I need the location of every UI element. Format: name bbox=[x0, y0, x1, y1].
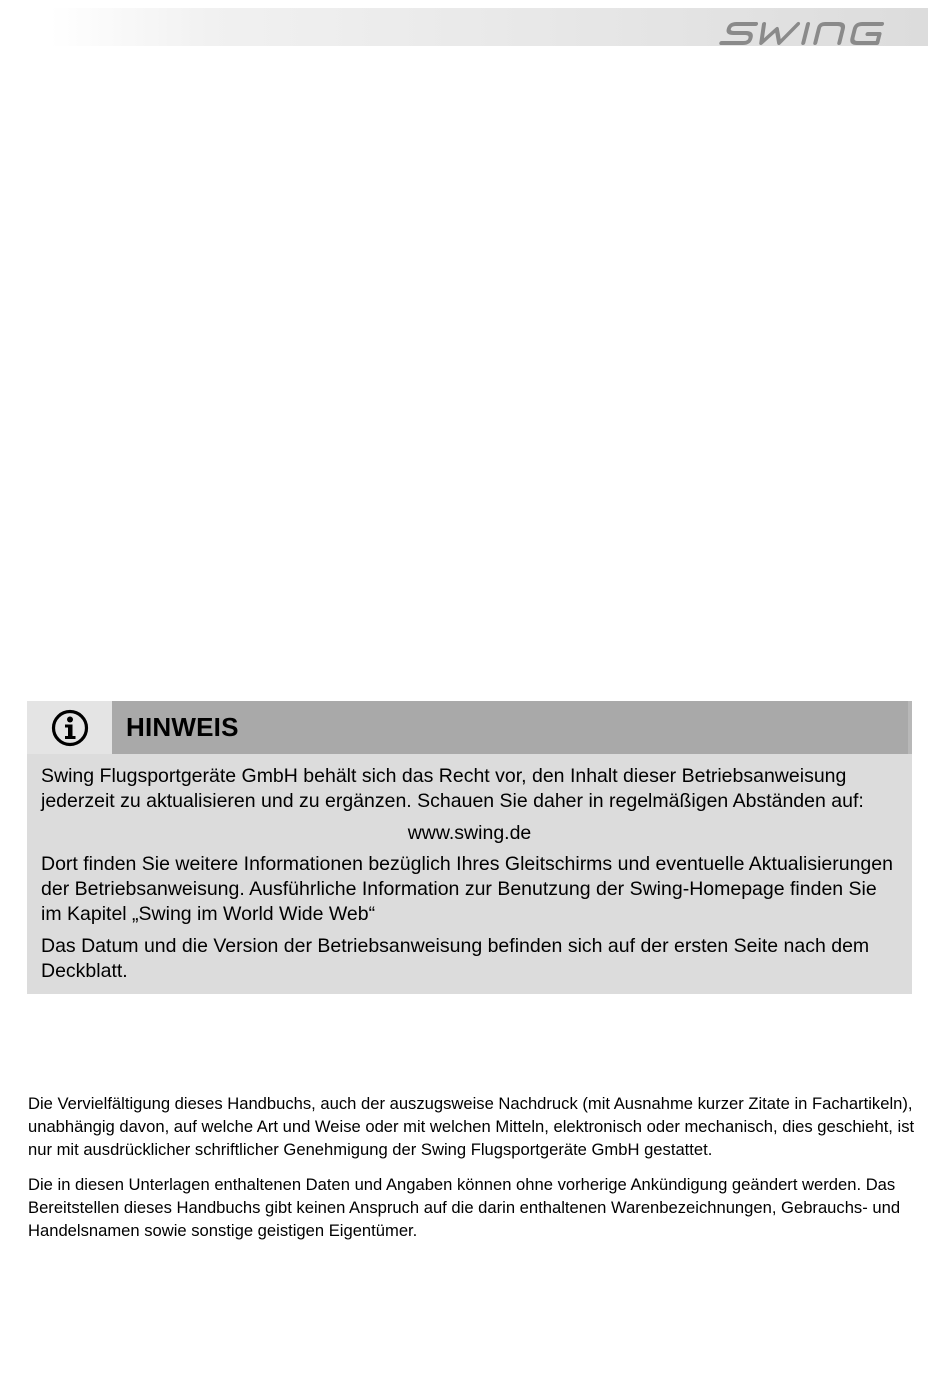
notice-box bbox=[27, 701, 912, 994]
notice-body bbox=[27, 754, 912, 994]
notice-icon-cell bbox=[27, 701, 112, 754]
disclaimer-paragraph-1: Die Vervielfältigung dieses Handbuchs, auch der auszugsweise Nachdruck (mit Ausnahme kurzer Zitate in Fachartikeln), unabhängig davon, auf welche Art und Weise oder mit welchen Mitteln, elektronisch oder mechanisch, dies geschieht, ist nur mit ausdrücklicher schriftlicher Genehmigung der Swing Flugsportgeräte GmbH gestattet. bbox=[28, 1094, 915, 1159]
notice-paragraph-1: Swing Flugsportgeräte GmbH behält sich das Recht vor, den Inhalt dieser Betriebsanweisung jederzeit zu aktualisieren und zu ergänzen. Schauen Sie daher in regelmäßigen Abständen auf: bbox=[41, 765, 864, 812]
header-bar bbox=[50, 8, 928, 46]
notice-title-cell bbox=[112, 701, 912, 754]
info-icon bbox=[51, 709, 89, 747]
website-link[interactable]: www.swing.de bbox=[407, 822, 532, 844]
notice-paragraph-2: Dort finden Sie weitere Informationen bezüglich Ihres Gleitschirms und eventuelle Aktualisierungen der Betriebsanweisung. Ausführliche Information zur Benutzung der Swing-Homepage finden Sie im Kapitel „Swing im World Wide Web“ bbox=[41, 853, 893, 925]
copyright-disclaimer bbox=[28, 1093, 918, 1256]
notice-title: HINWEIS bbox=[126, 712, 239, 742]
notice-paragraph-3: Das Datum und die Version der Betriebsanweisung befinden sich auf der ersten Seite nach dem Deckblatt. bbox=[41, 935, 870, 982]
notice-header bbox=[27, 701, 912, 754]
swing-logo bbox=[678, 8, 928, 46]
disclaimer-paragraph-2: Die in diesen Unterlagen enthaltenen Daten und Angaben können ohne vorherige Ankündigung geändert werden. Das Bereitstellen dieses Handbuchs gibt keinen Anspruch auf die darin enthaltenen Warenbezeichnungen, Gebrauchs- und Handelsnamen sowie sonstige geistigen Eigentümer. bbox=[28, 1175, 901, 1240]
